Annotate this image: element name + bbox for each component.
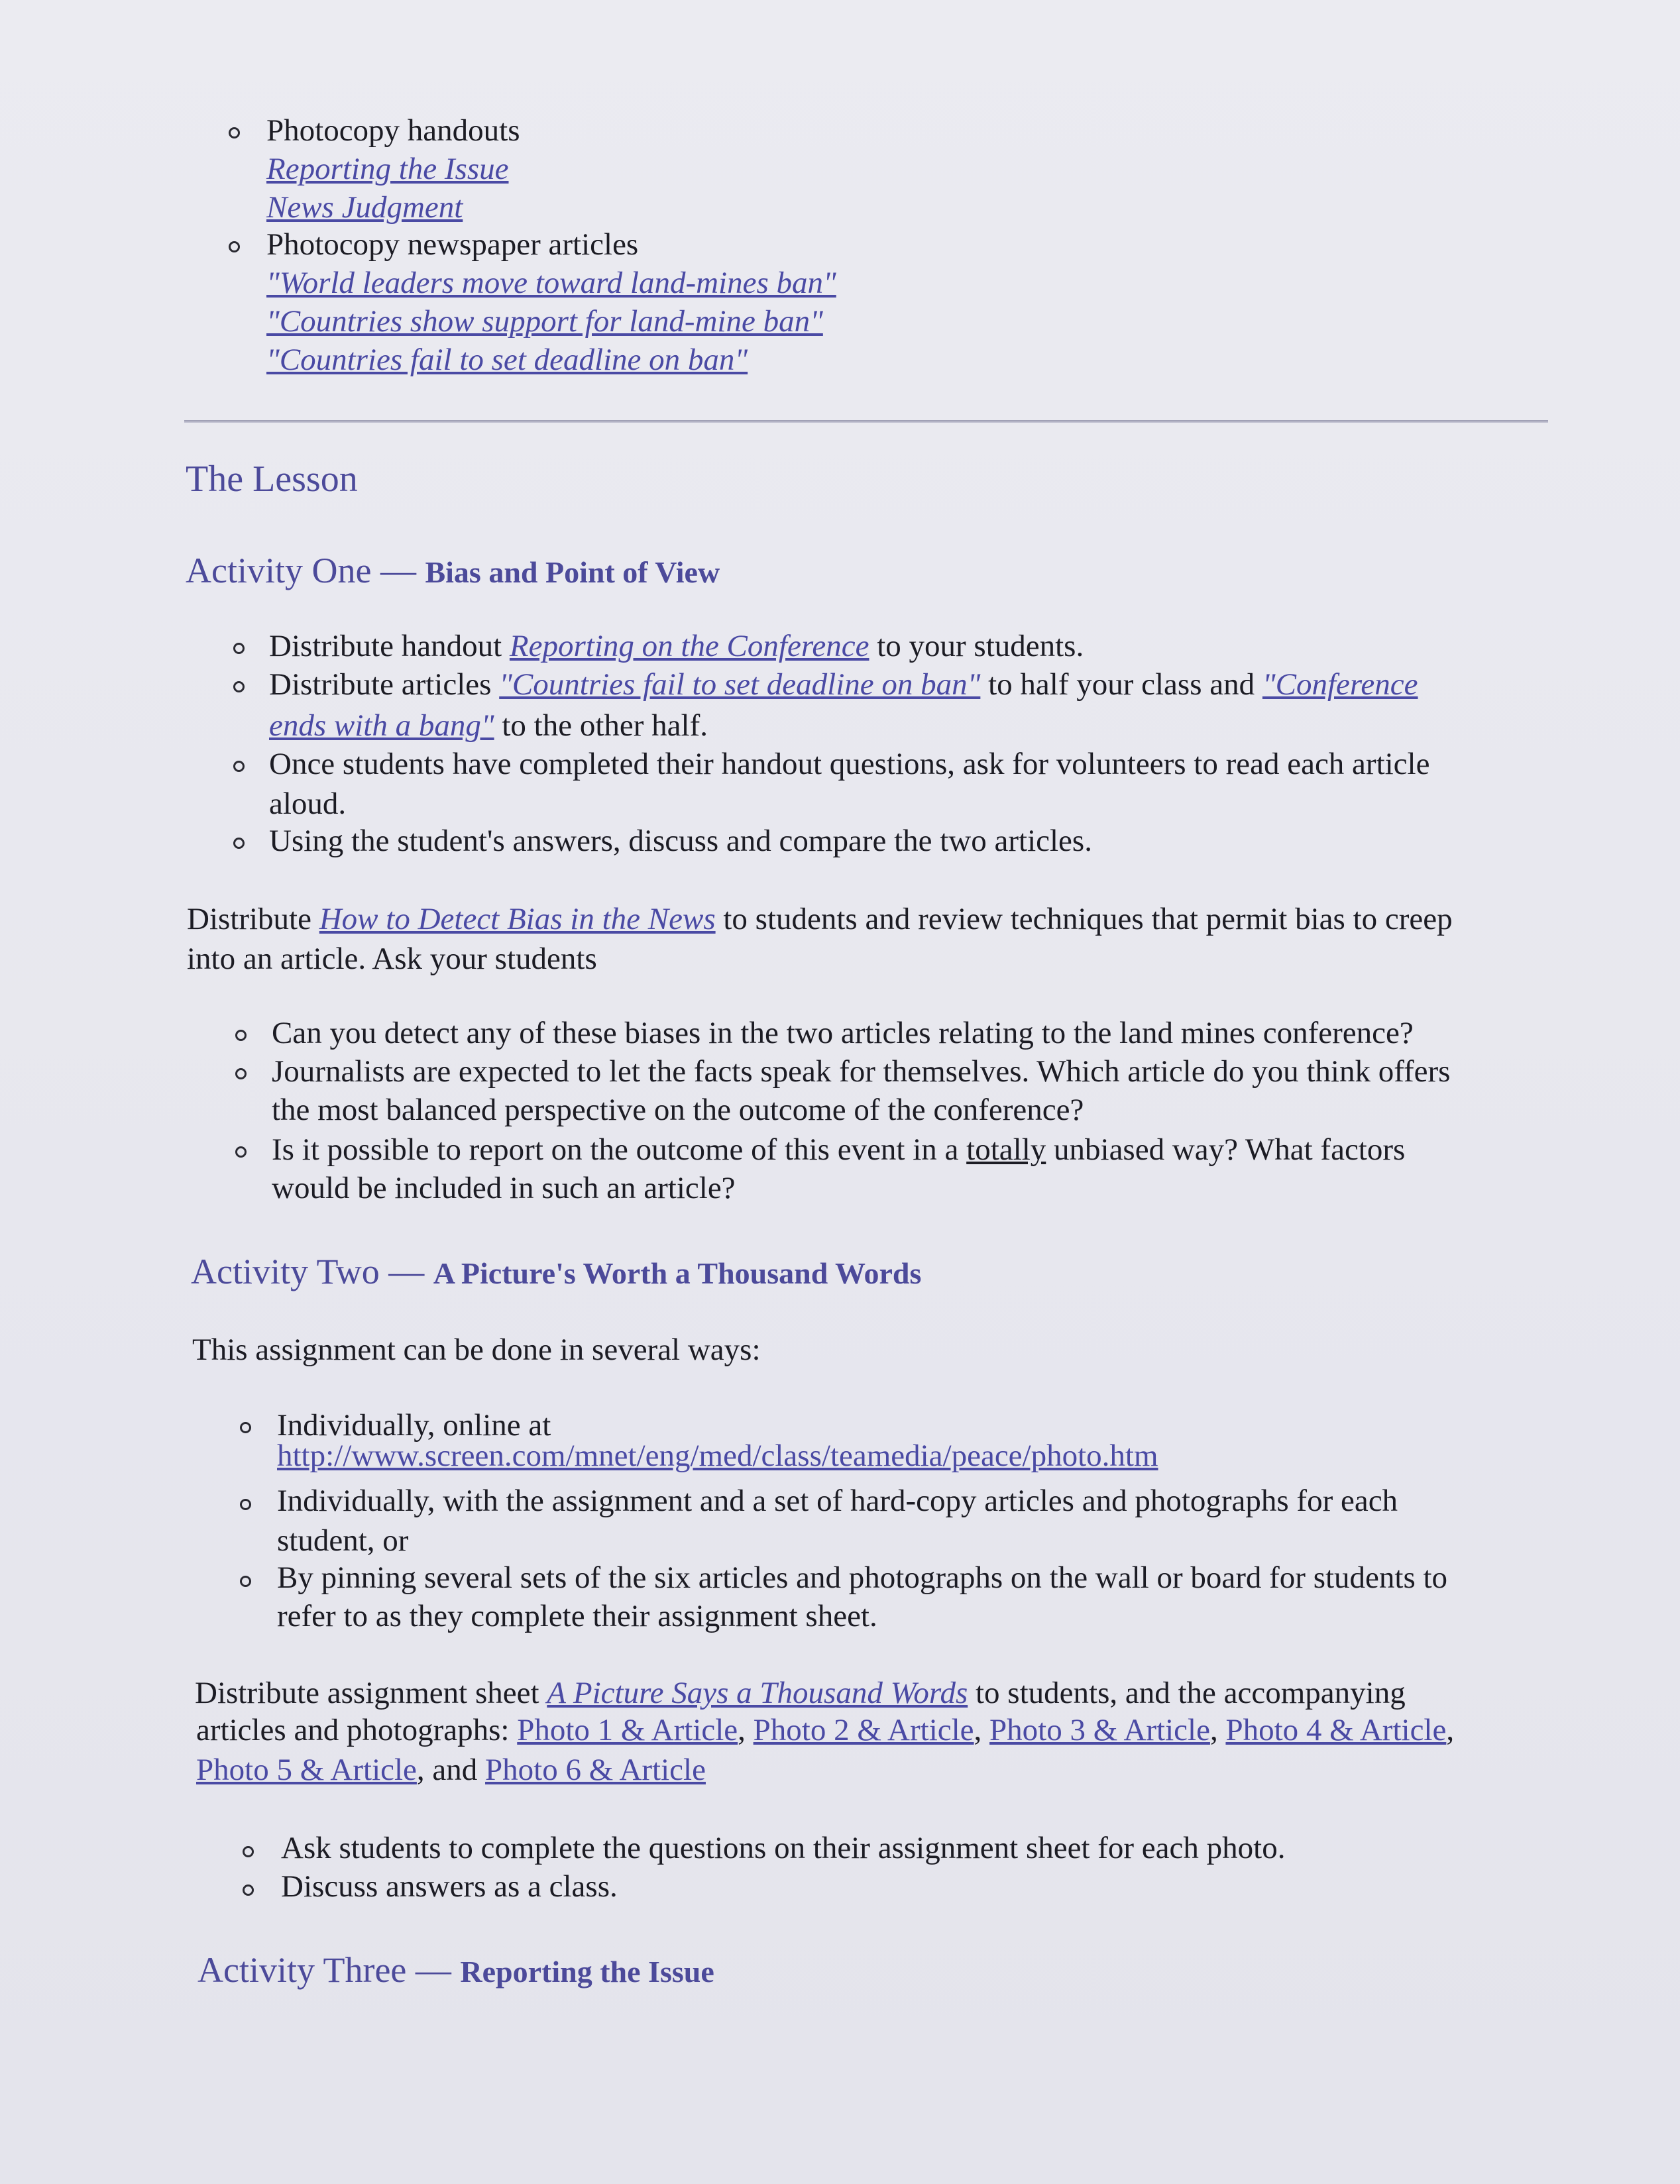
a1-question-unbiased-line1 bbox=[272, 1130, 1405, 1169]
bullet-a1-1 bbox=[233, 643, 245, 654]
bullet-a2-w3 bbox=[240, 1576, 251, 1587]
a2-para-line2-pre: articles and photographs: bbox=[196, 1713, 518, 1747]
a2-para-assignment-line3 bbox=[196, 1751, 706, 1789]
bullet-a2-w2 bbox=[240, 1499, 251, 1510]
bullet-photocopy-articles bbox=[229, 241, 240, 252]
a2-para-assignment-line2 bbox=[196, 1711, 1454, 1749]
link-photo-6-article[interactable]: Photo 6 & Article bbox=[485, 1753, 706, 1787]
a2-sep-3: , bbox=[1209, 1713, 1226, 1747]
activity-two-title: Activity Two — bbox=[191, 1252, 425, 1291]
a1-bullet-distribute-articles bbox=[269, 665, 1418, 704]
a2-sep-2: , bbox=[974, 1713, 990, 1747]
a1-b2-post: to the other half. bbox=[494, 708, 708, 743]
a1-question-detect-biases: Can you detect any of these biases in the two articles relating to the land mines conference? bbox=[272, 1016, 1414, 1050]
a1-question-unbiased-line2: would be included in such an article? bbox=[272, 1171, 736, 1205]
link-reporting-the-issue[interactable]: Reporting the Issue bbox=[266, 152, 509, 186]
activity-three-heading bbox=[197, 1948, 714, 1994]
link-world-leaders-article[interactable]: "World leaders move toward land-mines ban" bbox=[266, 266, 836, 300]
a1-bullet-volunteers-line2: aloud. bbox=[269, 787, 347, 821]
bullet-photocopy-handouts bbox=[229, 127, 240, 138]
a2-way-online: Individually, online at bbox=[277, 1408, 551, 1443]
link-news-judgment[interactable]: News Judgment bbox=[266, 190, 463, 225]
link-photo-2-article[interactable]: Photo 2 & Article bbox=[753, 1713, 974, 1747]
link-countries-fail-article[interactable]: "Countries fail to set deadline on ban" bbox=[266, 343, 748, 377]
a1-b2-mid: to half your class and bbox=[980, 667, 1262, 702]
activity-three-title: Activity Three — bbox=[197, 1950, 451, 1990]
bullet-a1-q1 bbox=[235, 1030, 247, 1041]
a1-q3-post: unbiased way? What factors bbox=[1046, 1132, 1406, 1167]
a1-bullet-volunteers-line1: Once students have completed their handout questions, ask for volunteers to read each article bbox=[269, 747, 1430, 781]
a1-para-post: to students and review techniques that permit bias to creep bbox=[715, 902, 1453, 936]
bullet-a2-s2 bbox=[243, 1884, 254, 1896]
activity-one-title: Activity One — bbox=[186, 551, 416, 590]
a2-para-post: to students, and the accompanying bbox=[968, 1676, 1406, 1710]
a1-b2-pre: Distribute articles bbox=[269, 667, 500, 702]
a2-sep-1: , bbox=[738, 1713, 754, 1747]
a2-and: , and bbox=[416, 1753, 486, 1787]
link-picture-says-thousand-words[interactable]: A Picture Says a Thousand Words bbox=[547, 1676, 968, 1710]
bullet-a2-w1 bbox=[240, 1422, 251, 1433]
bullet-a1-q2 bbox=[235, 1068, 247, 1079]
photocopy-handouts-text: Photocopy handouts bbox=[266, 113, 520, 148]
link-countries-show-support-article[interactable]: "Countries show support for land-mine ban" bbox=[266, 304, 823, 339]
a2-step-discuss: Discuss answers as a class. bbox=[281, 1869, 618, 1904]
link-photo-4-article[interactable]: Photo 4 & Article bbox=[1225, 1713, 1447, 1747]
a2-para-assignment-line1 bbox=[195, 1674, 1406, 1712]
a2-way-pinning-line1: By pinning several sets of the six articles and photographs on the wall or board for students to bbox=[277, 1560, 1448, 1595]
a1-b1-pre: Distribute handout bbox=[269, 629, 510, 663]
a1-q3-emphasis: totally bbox=[966, 1132, 1046, 1167]
a2-para-pre: Distribute assignment sheet bbox=[195, 1676, 547, 1710]
bullet-a1-q3 bbox=[235, 1146, 247, 1158]
a1-b1-post: to your students. bbox=[869, 629, 1084, 663]
bullet-a1-4 bbox=[233, 838, 245, 849]
activity-one-subtitle: Bias and Point of View bbox=[425, 555, 720, 589]
lesson-title: The Lesson bbox=[186, 459, 358, 500]
link-photo-1-article[interactable]: Photo 1 & Article bbox=[517, 1713, 738, 1747]
link-conference-ends-bang-part2[interactable]: ends with a bang" bbox=[269, 708, 494, 743]
link-photo-url[interactable]: http://www.screen.com/mnet/eng/med/class/teamedia/peace/photo.htm bbox=[277, 1439, 1158, 1473]
link-countries-fail-deadline[interactable]: "Countries fail to set deadline on ban" bbox=[499, 667, 981, 702]
a2-way-hardcopy-line2: student, or bbox=[277, 1523, 409, 1558]
activity-one-heading bbox=[186, 549, 720, 594]
link-photo-3-article[interactable]: Photo 3 & Article bbox=[989, 1713, 1210, 1747]
activity-three-subtitle: Reporting the Issue bbox=[460, 1955, 714, 1989]
a2-sep-4: , bbox=[1446, 1713, 1455, 1747]
a1-para-pre: Distribute bbox=[187, 902, 319, 936]
bullet-a1-2 bbox=[233, 681, 245, 692]
a1-question-journalists-line1: Journalists are expected to let the facts speak for themselves. Which article do you think offers bbox=[272, 1054, 1451, 1089]
bullet-a2-s1 bbox=[243, 1846, 254, 1857]
a1-q3-pre: Is it possible to report on the outcome of this event in a bbox=[272, 1132, 967, 1167]
a1-para-detect-bias-line1 bbox=[187, 900, 1453, 938]
bullet-a1-3 bbox=[233, 761, 245, 772]
link-conference-ends-bang-part1[interactable]: "Conference bbox=[1262, 667, 1418, 702]
link-reporting-on-the-conference[interactable]: Reporting on the Conference bbox=[509, 629, 869, 663]
a1-question-journalists-line2: the most balanced perspective on the outcome of the conference? bbox=[272, 1093, 1084, 1127]
a1-bullet-distribute-handout bbox=[269, 627, 1084, 665]
a2-intro: This assignment can be done in several ways: bbox=[192, 1333, 761, 1367]
photocopy-articles-text: Photocopy newspaper articles bbox=[266, 227, 639, 262]
a1-bullet-compare: Using the student's answers, discuss and compare the two articles. bbox=[269, 824, 1092, 858]
activity-two-subtitle: A Picture's Worth a Thousand Words bbox=[433, 1256, 922, 1290]
a2-way-pinning-line2: refer to as they complete their assignment sheet. bbox=[277, 1599, 877, 1633]
a1-bullet-distribute-articles-line2 bbox=[269, 706, 708, 745]
activity-two-heading bbox=[191, 1250, 921, 1295]
a2-step-complete-questions: Ask students to complete the questions on their assignment sheet for each photo. bbox=[281, 1831, 1286, 1865]
link-photo-5-article[interactable]: Photo 5 & Article bbox=[196, 1753, 417, 1787]
a1-para-detect-bias-line2: into an article. Ask your students bbox=[187, 942, 597, 976]
a2-way-hardcopy-line1: Individually, with the assignment and a set of hard-copy articles and photographs for each bbox=[277, 1484, 1398, 1518]
link-how-to-detect-bias[interactable]: How to Detect Bias in the News bbox=[319, 902, 716, 936]
horizontal-rule bbox=[184, 420, 1548, 423]
